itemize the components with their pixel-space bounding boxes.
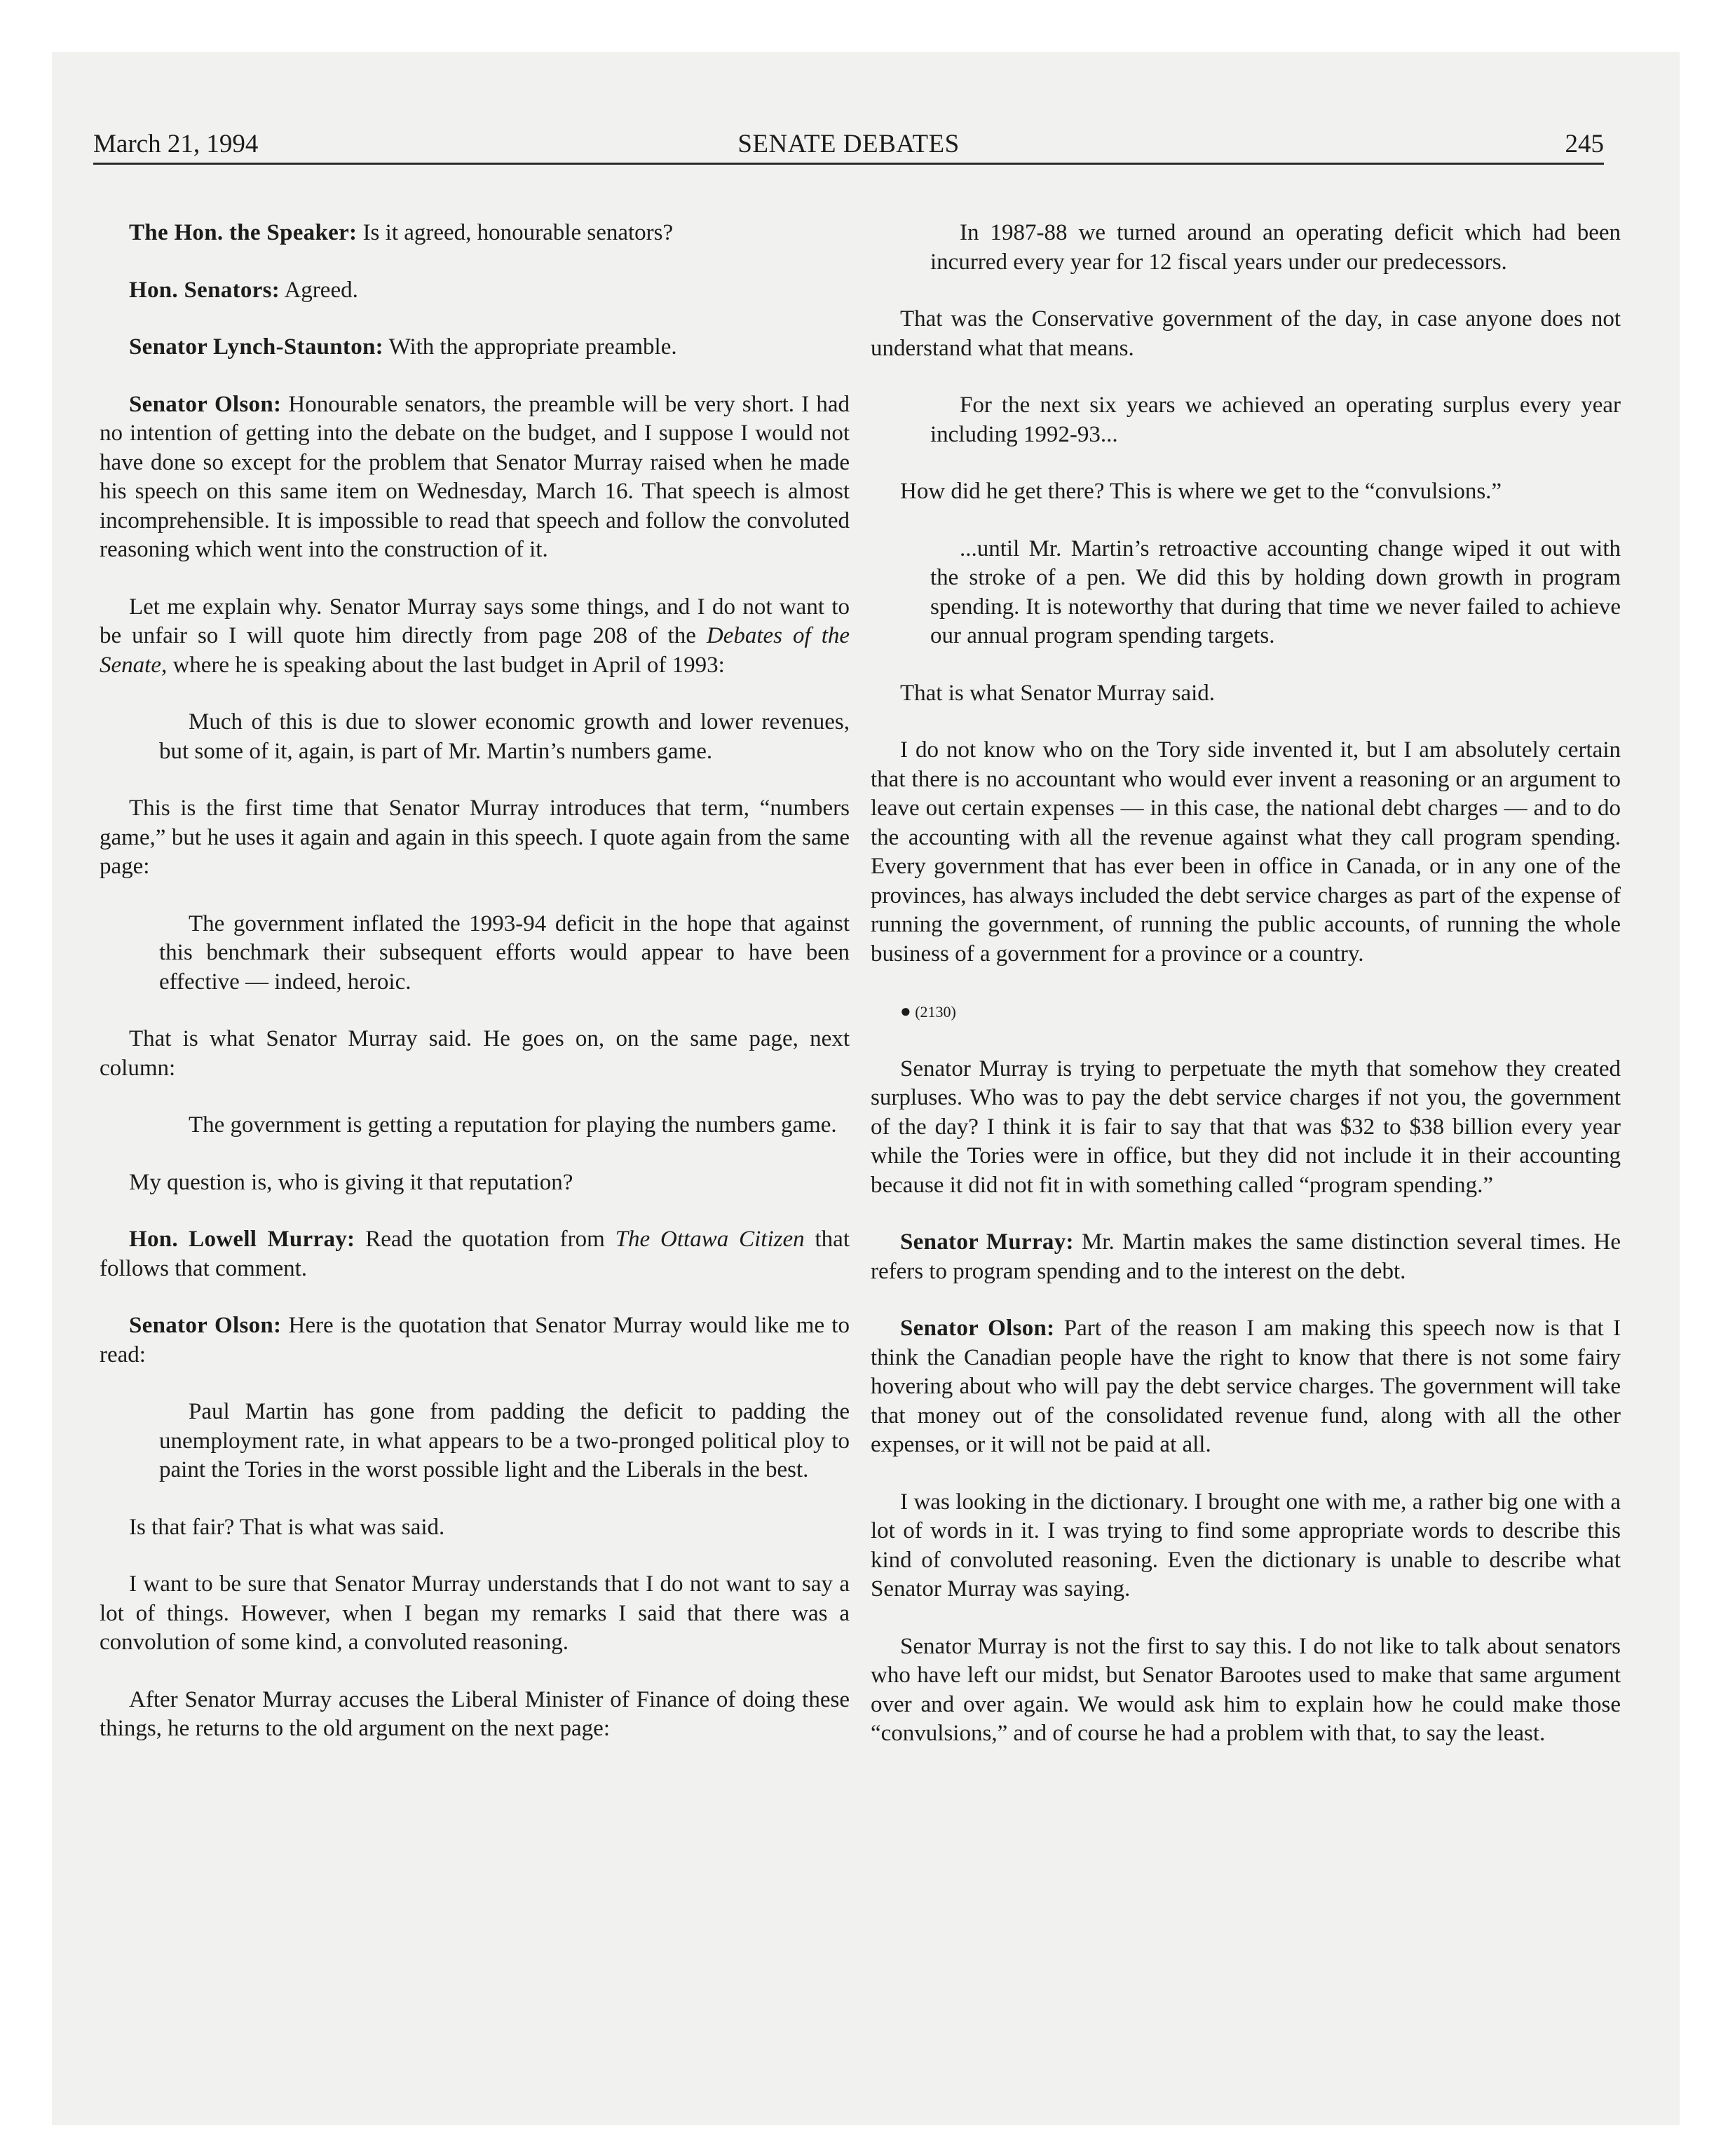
speech-text: After Senator Murray accuses the Liberal Minister of Finance of doing these things, he returns to the old argument on the next page: bbox=[100, 1686, 850, 1741]
block-quote bbox=[159, 910, 850, 997]
block-quote bbox=[159, 708, 850, 766]
speech-text: I want to be sure that Senator Murray understands that I do not want to say a lot of things. However, when I began my remarks I said that there was a convolution of some kind, a convoluted reasoning. bbox=[100, 1571, 850, 1655]
time-marker-text: (2130) bbox=[915, 1003, 956, 1021]
quote-text: The government inflated the 1993-94 deficit in the hope that against this benchmark their subsequent efforts would appear to have been effective — indeed, heroic. bbox=[159, 910, 850, 995]
paragraph bbox=[871, 477, 1621, 507]
paragraph bbox=[100, 1311, 850, 1370]
speech-text: Read the quotation from bbox=[355, 1227, 615, 1252]
paragraph bbox=[871, 1632, 1621, 1749]
time-marker bbox=[871, 997, 1621, 1027]
quote-text: The government is getting a reputation for playing the numbers game. bbox=[189, 1112, 837, 1138]
speech-text: Is that fair? That is what was said. bbox=[129, 1514, 445, 1540]
speech-text: Here is the quotation that Senator Murray would like me to read: bbox=[100, 1313, 850, 1367]
speaker-name: Senator Olson: bbox=[900, 1316, 1055, 1341]
speech-text: That was the Conservative government of the day, in case anyone does not understand what that means. bbox=[871, 306, 1621, 361]
quote-text: In 1987-88 we turned around an operating deficit which had been incurred every year for 12 fiscal years under our predecessors. bbox=[930, 220, 1621, 275]
header-date: March 21, 1994 bbox=[93, 130, 259, 158]
speech-text: With the appropriate preamble. bbox=[383, 334, 677, 360]
speech-text: How did he get there? This is where we get to the “convulsions.” bbox=[900, 479, 1502, 504]
paragraph bbox=[100, 390, 850, 565]
speech-text: This is the first time that Senator Murray introduces that term, “numbers game,” but he uses it again and again in this speech. I quote again from the same page: bbox=[100, 796, 850, 879]
block-quote bbox=[930, 535, 1621, 651]
paragraph bbox=[100, 593, 850, 681]
speaker-name: Senator Murray: bbox=[900, 1229, 1074, 1255]
speech-text: Agreed. bbox=[280, 277, 358, 303]
left-column bbox=[100, 219, 850, 1772]
block-quote bbox=[930, 391, 1621, 449]
speech-text: Let me explain why. Senator Murray says some things, and I do not want to be unfair so I will quote him directly from page 208 of the bbox=[100, 594, 850, 648]
paragraph bbox=[100, 219, 850, 248]
paragraph bbox=[871, 1488, 1621, 1604]
header-title: SENATE DEBATES bbox=[737, 130, 960, 158]
speech-text: Part of the reason I am making this speech now is that I think the Canadian people have the right to know that there is not some fairy hovering about who will pay the debt service charges. The government will take that money out of the consolidated revenue fund, along with all the other expenses, or it will not be paid at all. bbox=[871, 1316, 1621, 1457]
speech-text: Mr. Martin makes the same distinction several times. He refers to program spending and to the interest on the debt. bbox=[871, 1229, 1621, 1284]
paragraph bbox=[871, 305, 1621, 363]
paragraph bbox=[871, 1314, 1621, 1460]
quote-text: Paul Martin has gone from padding the deficit to padding the unemployment rate, in what appears to be a two-pronged political ploy to paint the Tories in the worst possible light and the Liberals in the best. bbox=[159, 1399, 850, 1482]
speech-text: That is what Senator Murray said. bbox=[900, 680, 1216, 706]
paragraph bbox=[100, 333, 850, 362]
paragraph bbox=[100, 276, 850, 306]
paragraph bbox=[871, 679, 1621, 709]
paragraph bbox=[100, 1225, 850, 1283]
paragraph bbox=[100, 1025, 850, 1083]
block-quote bbox=[159, 1111, 850, 1140]
paragraph bbox=[100, 1686, 850, 1744]
block-quote bbox=[930, 219, 1621, 277]
speaker-name: The Hon. the Speaker: bbox=[129, 220, 358, 245]
paragraph bbox=[100, 1168, 850, 1198]
paragraph bbox=[100, 1570, 850, 1658]
paragraph bbox=[100, 1513, 850, 1543]
speaker-name: Senator Olson: bbox=[129, 391, 282, 417]
speech-text: That is what Senator Murray said. He goes on, on the same page, next column: bbox=[100, 1026, 850, 1081]
paragraph bbox=[871, 1228, 1621, 1286]
speaker-name: Hon. Senators: bbox=[129, 277, 280, 303]
speaker-name: Senator Olson: bbox=[129, 1313, 282, 1338]
publication-title: Debates of the Senate bbox=[100, 623, 850, 678]
speech-text: that follows that comment. bbox=[100, 1227, 850, 1281]
paragraph bbox=[871, 1055, 1621, 1201]
speech-text: I was looking in the dictionary. I brought one with me, a rather big one with a lot of words in it. I was trying to find some appropriate words to describe this kind of convoluted reasoning. Even the dictionary is unable to describe what Senator Murray was saying. bbox=[871, 1489, 1621, 1602]
speech-text: I do not know who on the Tory side invented it, but I am absolutely certain that there is no accountant who would ever invent a reasoning or an argument to leave out certain expenses — in this case, the national debt charges — and to do the accounting with all the revenue against what they call program spending. Every government that has ever been in office in Canada, or in any one of the provinces, has always included the debt service charges as part of the expense of running the government, of running the public accounts, of running the whole business of a government for a province or a country. bbox=[871, 737, 1621, 967]
quote-text: For the next six years we achieved an operating surplus every year including 1992-93... bbox=[930, 393, 1621, 447]
block-quote bbox=[159, 1398, 850, 1485]
speech-text: Senator Murray is trying to perpetuate the myth that somehow they created surpluses. Who was to pay the debt service charges if not you, the government of the day? I think it is fair to say that that was $32 to $38 billion every year while the Tories were in office, but they did not include it in their accounting because it did not fit in with something called “program spending.” bbox=[871, 1056, 1621, 1198]
bullet-icon: ● bbox=[900, 1001, 911, 1021]
speech-text: Is it agreed, honourable senators? bbox=[357, 220, 674, 245]
page-header bbox=[93, 128, 1604, 165]
speech-text: My question is, who is giving it that reputation? bbox=[129, 1169, 573, 1195]
page-number: 245 bbox=[1565, 130, 1604, 158]
speaker-name: Hon. Lowell Murray: bbox=[129, 1227, 355, 1252]
publication-title: The Ottawa Citizen bbox=[615, 1227, 805, 1252]
speech-text: Senator Murray is not the first to say this. I do not like to talk about senators who have left our midst, but Senator Barootes used to make that same argument over and over again. We would ask him to explain how he could make those “convulsions,” and of course he had a problem with that, to say the least. bbox=[871, 1633, 1621, 1746]
paragraph bbox=[871, 736, 1621, 969]
speech-text: Honourable senators, the preamble will be very short. I had no intention of getting into the debate on the budget, and I suppose I would not have done so except for the problem that Senator Murray raised when he made his speech on this same item on Wednesday, March 16. That speech is almost incomprehensible. It is impossible to read that speech and follow the convoluted reasoning which went into the construction of it. bbox=[100, 391, 850, 562]
right-column bbox=[871, 219, 1621, 1777]
quote-text: ...until Mr. Martin’s retroactive accounting change wiped it out with the stroke of a pen. We did this by holding down growth in program spending. It is noteworthy that during that time we never failed to achieve our annual program spending targets. bbox=[930, 535, 1621, 648]
paragraph bbox=[100, 794, 850, 882]
speaker-name: Senator Lynch-Staunton: bbox=[129, 334, 383, 360]
speech-text: , where he is speaking about the last budget in April of 1993: bbox=[161, 652, 725, 678]
quote-text: Much of this is due to slower economic growth and lower revenues, but some of it, again, is part of Mr. Martin’s numbers game. bbox=[159, 709, 850, 764]
